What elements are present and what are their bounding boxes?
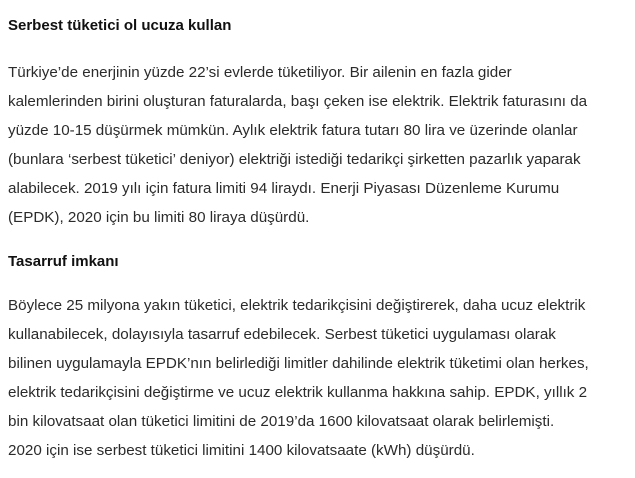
paragraph-line: yüzde 10-15 düşürmek mümkün. Aylık elektrik fatura tutarı 80 lira ve üzerinde olanlar xyxy=(8,122,578,139)
paragraph-line: kullanabilecek, dolayısıyla tasarruf edebilecek. Serbest tüketici uygulaması olarak xyxy=(8,326,556,343)
paragraph-tasarruf-imkani xyxy=(8,291,589,465)
paragraph-line: elektrik tedarikçisini değiştirme ve ucuz elektrik kullanma hakkına sahip. EPDK, yıllık 2 xyxy=(8,384,588,401)
paragraph-line: 2020 için ise serbest tüketici limitini 1400 kilovatsaate (kWh) düşürdü. xyxy=(8,442,475,459)
paragraph-line: kalemlerinden birini oluşturan faturalarda, başı çeken ise elektrik. Elektrik faturasını da xyxy=(8,93,588,110)
paragraph-line: (EPDK), 2020 için bu limiti 80 liraya düşürdü. xyxy=(8,209,310,226)
paragraph-line: (bunlara ‘serbest tüketici’ deniyor) elektriği istediği tedarikçi şirketten pazarlık yaparak xyxy=(8,151,581,168)
section-heading-tasarruf-imkani: Tasarruf imkanı xyxy=(8,253,119,270)
paragraph-line: bilinen uygulamayla EPDK’nın belirlediği limitler dahilinde elektrik tüketimi olan herkes, xyxy=(8,355,589,372)
paragraph-line: alabilecek. 2019 yılı için fatura limiti 94 liraydı. Enerji Piyasası Düzenleme Kurumu xyxy=(8,180,560,197)
paragraph-serbest-tuketici xyxy=(8,58,587,232)
paragraph-line: Böylece 25 milyona yakın tüketici, elektrik tedarikçisini değiştirerek, daha ucuz elektrik xyxy=(8,297,586,314)
section-heading-serbest-tuketici: Serbest tüketici ol ucuza kullan xyxy=(8,17,232,34)
paragraph-line: bin kilovatsaat olan tüketici limitini de 2019’da 1600 kilovatsaat olarak belirlemişti. xyxy=(8,413,555,430)
paragraph-line: Türkiye’de enerjinin yüzde 22’si evlerde tüketiliyor. Bir ailenin en fazla gider xyxy=(8,64,512,81)
